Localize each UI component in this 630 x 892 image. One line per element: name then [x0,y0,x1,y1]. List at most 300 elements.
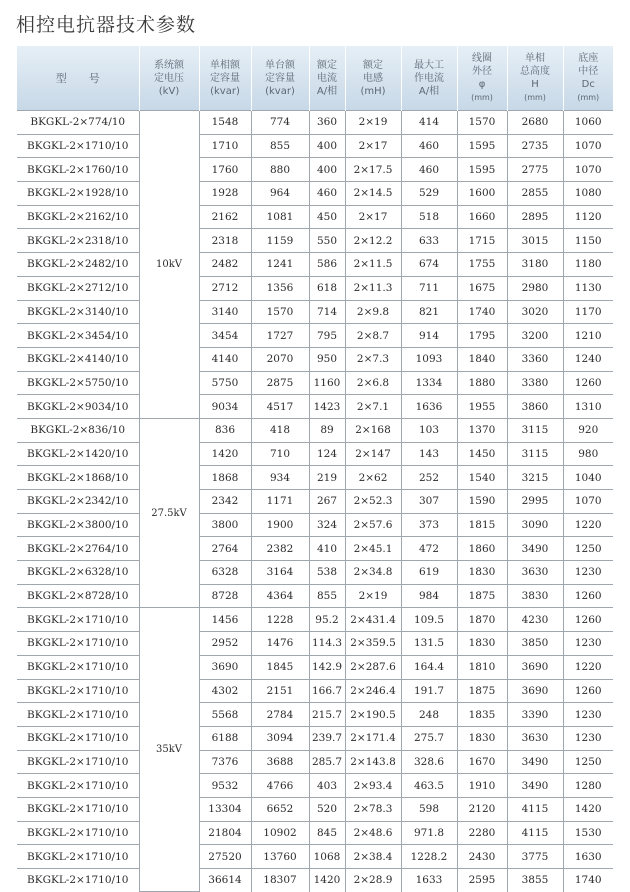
value-cell: 2×287.6 [345,655,401,679]
table-row [17,442,613,466]
column-header-single_phase_capacity [199,46,251,111]
column-header-line: 单台额 [265,59,295,71]
value-cell: 1900 [251,513,309,537]
table-row [17,608,613,632]
value-cell: 2162 [199,205,251,229]
value-cell: 400 [309,134,345,158]
value-cell: 2784 [251,703,309,727]
model-cell: BKGKL-2×2318/10 [17,229,139,253]
value-cell: 1630 [563,845,613,869]
table-row [17,276,613,300]
value-cell: 164.4 [401,655,457,679]
value-cell: 460 [401,158,457,182]
value-cell: 1150 [563,229,613,253]
value-cell: 3094 [251,726,309,750]
value-cell: 191.7 [401,679,457,703]
column-header-line: (mm) [471,93,493,102]
value-cell: 307 [401,490,457,514]
value-cell: 9532 [199,774,251,798]
value-cell: 3800 [199,513,251,537]
value-cell: 324 [309,513,345,537]
value-cell: 114.3 [309,632,345,656]
value-cell: 1476 [251,632,309,656]
value-cell: 1370 [457,418,507,442]
table-row [17,584,613,608]
value-cell: 1080 [563,182,613,206]
value-cell: 6188 [199,726,251,750]
value-cell: 3090 [507,513,563,537]
value-cell: 674 [401,253,457,277]
value-cell: 2×28.9 [345,869,401,892]
model-cell: BKGKL-2×1928/10 [17,182,139,206]
value-cell: 1040 [563,466,613,490]
model-cell: BKGKL-2×1710/10 [17,821,139,845]
model-cell: BKGKL-2×1710/10 [17,845,139,869]
value-cell: 1250 [563,750,613,774]
value-cell: 711 [401,276,457,300]
value-cell: 550 [309,229,345,253]
value-cell: 855 [251,134,309,158]
column-header-line: (kvar) [265,85,295,97]
column-header-line: 电流 [317,72,337,84]
value-cell: 2×45.1 [345,537,401,561]
value-cell: 1456 [199,608,251,632]
column-header-line: 外径 [472,66,492,77]
value-cell: 2430 [457,845,507,869]
table-row [17,632,613,656]
page-title: 相控电抗器技术参数 [16,14,197,36]
value-cell: 2×14.5 [345,182,401,206]
model-cell: BKGKL-2×6328/10 [17,561,139,585]
value-cell: 2070 [251,347,309,371]
value-cell: 131.5 [401,632,457,656]
model-cell: BKGKL-2×1710/10 [17,608,139,632]
value-cell: 821 [401,300,457,324]
value-cell: 1241 [251,253,309,277]
model-cell: BKGKL-2×5750/10 [17,371,139,395]
column-header-line: 型 号 [55,71,100,85]
value-cell: 3180 [507,253,563,277]
value-cell: 2×52.3 [345,490,401,514]
value-cell: 2×9.8 [345,300,401,324]
value-cell: 7376 [199,750,251,774]
value-cell: 1928 [199,182,251,206]
table-row [17,774,613,798]
table-row [17,371,613,395]
column-header-line: (kV) [158,85,180,97]
value-cell: 1093 [401,347,457,371]
value-cell: 5750 [199,371,251,395]
table-row [17,821,613,845]
value-cell: 2712 [199,276,251,300]
value-cell: 2×19 [345,584,401,608]
value-cell: 1356 [251,276,309,300]
value-cell: 1070 [563,490,613,514]
column-header-total_height [507,46,563,111]
value-cell: 2151 [251,679,309,703]
value-cell: 518 [401,205,457,229]
value-cell: 2×7.3 [345,347,401,371]
value-cell: 1875 [457,584,507,608]
model-cell: BKGKL-2×1710/10 [17,679,139,703]
value-cell: 3490 [507,537,563,561]
value-cell: 414 [401,111,457,135]
value-cell: 4115 [507,797,563,821]
table-row [17,300,613,324]
value-cell: 934 [251,466,309,490]
model-cell: BKGKL-2×8728/10 [17,584,139,608]
value-cell: 2×8.7 [345,324,401,348]
value-cell: 1420 [309,869,345,892]
value-cell: 1420 [199,442,251,466]
column-header-line: 最大工 [414,59,444,71]
value-cell: 1660 [457,205,507,229]
value-cell: 2482 [199,253,251,277]
value-cell: 1595 [457,158,507,182]
value-cell: 1830 [457,561,507,585]
value-cell: 1845 [251,655,309,679]
model-cell: BKGKL-2×1710/10 [17,750,139,774]
value-cell: 4230 [507,608,563,632]
value-cell: 2×57.6 [345,513,401,537]
value-cell: 1755 [457,253,507,277]
value-cell: 845 [309,821,345,845]
table-row [17,845,613,869]
value-cell: 36614 [199,869,251,892]
value-cell: 1160 [309,371,345,395]
value-cell: 124 [309,442,345,466]
value-cell: 10902 [251,821,309,845]
value-cell: 1870 [457,608,507,632]
model-cell: BKGKL-2×2342/10 [17,490,139,514]
value-cell: 27520 [199,845,251,869]
table-row [17,111,613,135]
value-cell: 1595 [457,134,507,158]
value-cell: 598 [401,797,457,821]
column-header-line: 总高度 [520,66,550,77]
value-cell: 2×12.2 [345,229,401,253]
value-cell: 142.9 [309,655,345,679]
value-cell: 714 [309,300,345,324]
value-cell: 1210 [563,324,613,348]
model-cell: BKGKL-2×1710/10 [17,134,139,158]
column-header-model [17,46,139,111]
value-cell: 3020 [507,300,563,324]
value-cell: 1830 [457,632,507,656]
value-cell: 1840 [457,347,507,371]
value-cell: 1423 [309,395,345,419]
column-header-rated_current [309,46,345,111]
value-cell: 2×7.1 [345,395,401,419]
value-cell: 3380 [507,371,563,395]
value-cell: 2×359.5 [345,632,401,656]
value-cell: 1170 [563,300,613,324]
value-cell: 1810 [457,655,507,679]
table-header-row [17,46,613,111]
value-cell: 2×48.6 [345,821,401,845]
value-cell: 2318 [199,229,251,253]
value-cell: 774 [251,111,309,135]
value-cell: 109.5 [401,608,457,632]
value-cell: 410 [309,537,345,561]
model-cell: BKGKL-2×1710/10 [17,774,139,798]
value-cell: 1180 [563,253,613,277]
value-cell: 855 [309,584,345,608]
value-cell: 1228.2 [401,845,457,869]
model-cell: BKGKL-2×1868/10 [17,466,139,490]
value-cell: 710 [251,442,309,466]
value-cell: 2×168 [345,418,401,442]
table-row [17,253,613,277]
value-cell: 13304 [199,797,251,821]
value-cell: 4140 [199,347,251,371]
column-header-line: 单相额 [210,59,240,71]
spec-table [17,46,613,892]
value-cell: 1230 [563,703,613,727]
column-header-line: Dc [581,79,595,90]
model-cell: BKGKL-2×1710/10 [17,655,139,679]
value-cell: 472 [401,537,457,561]
column-header-line: φ [478,79,486,90]
value-cell: 2855 [507,182,563,206]
value-cell: 219 [309,466,345,490]
value-cell: 2×431.4 [345,608,401,632]
value-cell: 2382 [251,537,309,561]
value-cell: 1710 [199,134,251,158]
value-cell: 373 [401,513,457,537]
value-cell: 6328 [199,561,251,585]
value-cell: 13760 [251,845,309,869]
value-cell: 1228 [251,608,309,632]
value-cell: 1880 [457,371,507,395]
value-cell: 586 [309,253,345,277]
value-cell: 1835 [457,703,507,727]
value-cell: 166.7 [309,679,345,703]
value-cell: 1220 [563,513,613,537]
value-cell: 2×171.4 [345,726,401,750]
value-cell: 3860 [507,395,563,419]
value-cell: 1868 [199,466,251,490]
column-header-voltage [139,46,199,111]
table-row [17,703,613,727]
table-row [17,418,613,442]
value-cell: 403 [309,774,345,798]
value-cell: 3360 [507,347,563,371]
column-header-line: 线圈 [472,53,492,64]
voltage-group-cell: 27.5kV [139,418,199,608]
value-cell: 1060 [563,111,613,135]
column-header-line: 单相 [525,53,545,64]
value-cell: 1795 [457,324,507,348]
column-header-line: (mm) [577,93,600,102]
value-cell: 328.6 [401,750,457,774]
value-cell: 1260 [563,371,613,395]
table-row [17,324,613,348]
model-cell: BKGKL-2×3800/10 [17,513,139,537]
model-cell: BKGKL-2×1420/10 [17,442,139,466]
model-cell: BKGKL-2×1710/10 [17,632,139,656]
table-row [17,158,613,182]
value-cell: 1250 [563,537,613,561]
value-cell: 418 [251,418,309,442]
value-cell: 2980 [507,276,563,300]
value-cell: 1240 [563,347,613,371]
value-cell: 2595 [457,869,507,892]
value-cell: 360 [309,111,345,135]
value-cell: 1260 [563,608,613,632]
value-cell: 1260 [563,679,613,703]
column-header-line: 中径 [578,66,599,77]
value-cell: 1081 [251,205,309,229]
value-cell: 18307 [251,869,309,892]
column-header-line: (mH) [360,85,386,97]
value-cell: 1830 [457,726,507,750]
column-header-line: 额定 [317,59,337,71]
column-header-coil_diameter [457,46,507,111]
value-cell: 1670 [457,750,507,774]
value-cell: 3215 [507,466,563,490]
table-row [17,395,613,419]
value-cell: 2×17.5 [345,158,401,182]
value-cell: 2×62 [345,466,401,490]
model-cell: BKGKL-2×3140/10 [17,300,139,324]
value-cell: 8728 [199,584,251,608]
column-header-line: 定电压 [154,72,184,84]
value-cell: 2120 [457,797,507,821]
value-cell: 971.8 [401,821,457,845]
value-cell: 400 [309,158,345,182]
value-cell: 1159 [251,229,309,253]
value-cell: 1070 [563,158,613,182]
value-cell: 3390 [507,703,563,727]
value-cell: 2×6.8 [345,371,401,395]
model-cell: BKGKL-2×2162/10 [17,205,139,229]
table-row [17,205,613,229]
value-cell: 2×19 [345,111,401,135]
value-cell: 3690 [507,679,563,703]
value-cell: 2680 [507,111,563,135]
value-cell: 1260 [563,584,613,608]
value-cell: 3690 [507,655,563,679]
value-cell: 3015 [507,229,563,253]
value-cell: 3688 [251,750,309,774]
value-cell: 3850 [507,632,563,656]
value-cell: 3830 [507,584,563,608]
value-cell: 1530 [563,821,613,845]
value-cell: 3115 [507,442,563,466]
column-header-rated_inductance [345,46,401,111]
value-cell: 520 [309,797,345,821]
model-cell: BKGKL-2×836/10 [17,418,139,442]
value-cell: 4115 [507,821,563,845]
value-cell: 980 [563,442,613,466]
column-header-line: A/相 [418,85,440,97]
model-cell: BKGKL-2×1760/10 [17,158,139,182]
value-cell: 964 [251,182,309,206]
model-cell: BKGKL-2×2764/10 [17,537,139,561]
value-cell: 538 [309,561,345,585]
value-cell: 914 [401,324,457,348]
value-cell: 21804 [199,821,251,845]
value-cell: 1740 [457,300,507,324]
value-cell: 2×38.4 [345,845,401,869]
value-cell: 2952 [199,632,251,656]
value-cell: 1875 [457,679,507,703]
column-header-line: 作电流 [414,72,444,84]
table-row [17,561,613,585]
value-cell: 1230 [563,561,613,585]
model-cell: BKGKL-2×1710/10 [17,703,139,727]
value-cell: 1955 [457,395,507,419]
model-cell: BKGKL-2×1710/10 [17,726,139,750]
value-cell: 6652 [251,797,309,821]
value-cell: 3115 [507,418,563,442]
value-cell: 460 [401,134,457,158]
value-cell: 3490 [507,774,563,798]
value-cell: 1727 [251,324,309,348]
model-cell: BKGKL-2×2712/10 [17,276,139,300]
value-cell: 1910 [457,774,507,798]
value-cell: 1230 [563,726,613,750]
value-cell: 3630 [507,726,563,750]
column-header-line: 底座 [578,53,599,64]
column-header-max_current [401,46,457,111]
value-cell: 2×17 [345,205,401,229]
value-cell: 2735 [507,134,563,158]
value-cell: 3490 [507,750,563,774]
value-cell: 1310 [563,395,613,419]
model-cell: BKGKL-2×1710/10 [27,874,129,887]
value-cell: 984 [401,584,457,608]
value-cell: 1280 [563,774,613,798]
table-row [17,134,613,158]
value-cell: 3690 [199,655,251,679]
model-cell: BKGKL-2×3454/10 [17,324,139,348]
value-cell: 267 [309,490,345,514]
value-cell: 2775 [507,158,563,182]
value-cell: 2875 [251,371,309,395]
value-cell: 1675 [457,276,507,300]
column-header-line: 电感 [363,72,383,84]
model-cell: BKGKL-2×2482/10 [17,253,139,277]
table-row [17,229,613,253]
value-cell: 1540 [457,466,507,490]
value-cell: 1548 [199,111,251,135]
table-row [17,490,613,514]
value-cell: 618 [309,276,345,300]
column-header-single_unit_capacity [251,46,309,111]
value-cell: 95.2 [309,608,345,632]
column-header-line: A/相 [316,85,338,97]
value-cell: 1230 [563,632,613,656]
value-cell: 3140 [199,300,251,324]
value-cell: 248 [401,703,457,727]
value-cell: 4517 [251,395,309,419]
value-cell: 1815 [457,513,507,537]
value-cell: 2×78.3 [345,797,401,821]
value-cell: 2995 [507,490,563,514]
value-cell: 1740 [563,869,613,892]
value-cell: 1130 [563,276,613,300]
table-row [17,655,613,679]
value-cell: 89 [309,418,345,442]
value-cell: 4766 [251,774,309,798]
model-cell: BKGKL-2×9034/10 [17,395,139,419]
model-cell: BKGKL-2×774/10 [17,111,139,135]
column-header-line: 系统额 [154,59,184,71]
value-cell: 2×34.8 [345,561,401,585]
model-cell: BKGKL-2×1710/10 [17,797,139,821]
